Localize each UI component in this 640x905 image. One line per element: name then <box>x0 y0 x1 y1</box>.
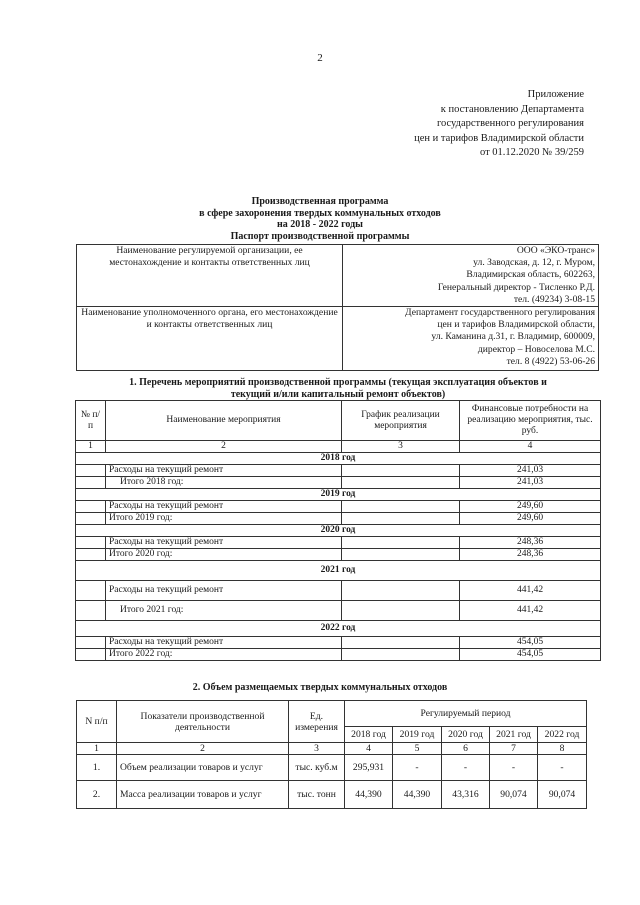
total-row-value: 441,42 <box>460 601 601 621</box>
authority-value-line: тел. 8 (4922) 53-06-26 <box>506 355 595 367</box>
row-value: - <box>490 755 538 781</box>
row-number: 2. <box>77 781 117 809</box>
total-row-label: Итого 2020 год: <box>106 549 342 561</box>
passport-table <box>76 244 599 371</box>
row-value: - <box>393 755 442 781</box>
col-index: 6 <box>442 743 490 755</box>
appendix-line: цен и тарифов Владимирской области <box>414 132 584 144</box>
year-header: 2020 год <box>76 525 601 537</box>
col-header-period: Регулируемый период <box>345 701 587 727</box>
org-value-line: Генеральный директор - Тисленко Р.Д. <box>437 281 595 293</box>
authority-value-line: цен и тарифов Владимирской области, <box>437 319 595 331</box>
title-line: в сфере захоронения твердых коммунальных отходов <box>199 207 441 219</box>
year-header: 2022 год <box>76 621 601 637</box>
section1-heading-line: 1. Перечень мероприятий производственной программы (текущая эксплуатация объектов и <box>129 377 547 388</box>
title-line: Производственная программа <box>251 196 389 207</box>
col-index: 2 <box>117 743 289 755</box>
col-header-year: 2018 год <box>345 727 393 743</box>
year-header: 2019 год <box>76 489 601 501</box>
row-indicator: Объем реализации товаров и услуг <box>117 755 289 781</box>
total-row-value: 248,36 <box>460 549 601 561</box>
year-header: 2021 год <box>76 561 601 581</box>
authority-value-line: ул. Каманина д.31, г. Владимир, 600009, <box>431 331 595 343</box>
col-header-name: Наименование мероприятия <box>106 401 342 441</box>
org-value-line: тел. (49234) 3-08-15 <box>513 293 595 305</box>
col-header-num: № п/п <box>76 401 106 441</box>
authority-value <box>343 307 599 371</box>
org-value-line: Владимирская область, 602263, <box>466 269 595 281</box>
col-header-num: N п/п <box>77 701 117 743</box>
total-row-label: Итого 2019 год: <box>106 513 342 525</box>
col-index: 5 <box>393 743 442 755</box>
col-index: 4 <box>345 743 393 755</box>
table-row-value: 454,05 <box>460 637 601 649</box>
table-row-value: 249,60 <box>460 501 601 513</box>
col-index: 1 <box>76 441 106 453</box>
col-index: 3 <box>342 441 460 453</box>
col-index: 4 <box>460 441 601 453</box>
total-row-label: Итого 2018 год: <box>106 477 342 489</box>
col-index: 3 <box>289 743 345 755</box>
page-number: 2 <box>317 52 323 64</box>
row-value: 90,074 <box>490 781 538 809</box>
row-value: 44,390 <box>345 781 393 809</box>
row-indicator: Масса реализации товаров и услуг <box>117 781 289 809</box>
org-value-line: ООО «ЭКО-транс» <box>516 245 595 256</box>
row-value: 295,931 <box>345 755 393 781</box>
row-value: 90,074 <box>538 781 587 809</box>
authority-value-line: директор – Новоселова М.С. <box>477 343 595 355</box>
total-row-label: Итого 2022 год: <box>106 649 342 661</box>
col-header-year: 2022 год <box>538 727 587 743</box>
table-row-label: Расходы на текущий ремонт <box>106 637 342 649</box>
row-value: - <box>442 755 490 781</box>
row-unit: тыс. куб.м <box>289 755 345 781</box>
col-header-year: 2020 год <box>442 727 490 743</box>
appendix-block <box>414 88 584 161</box>
total-row-value: 454,05 <box>460 649 601 661</box>
row-value: 43,316 <box>442 781 490 809</box>
col-header-indicator: Показатели производственной деятельности <box>117 701 289 743</box>
authority-label: Наименование уполномоченного органа, его местонахождение и контакты ответственных лиц <box>77 307 343 371</box>
section2-heading: 2. Объем размещаемых твердых коммунальных отходов <box>192 682 448 693</box>
row-unit: тыс. тонн <box>289 781 345 809</box>
org-value <box>343 245 599 307</box>
section1-heading <box>76 377 600 401</box>
appendix-line: к постановлению Департамента <box>440 103 584 115</box>
col-index: 1 <box>77 743 117 755</box>
org-value-line: ул. Заводская, д. 12, г. Муром, <box>473 257 595 269</box>
title-line: на 2018 - 2022 годы <box>277 219 363 230</box>
col-header-year: 2021 год <box>490 727 538 743</box>
org-label: Наименование регулируемой организации, ее местонахождение и контакты ответственных лиц <box>77 245 343 307</box>
measures-table <box>75 400 601 661</box>
total-row-label: Итого 2021 год: <box>106 601 342 621</box>
waste-volume-table <box>76 700 587 809</box>
table-row-label: Расходы на текущий ремонт <box>106 537 342 549</box>
col-header-schedule: График реализации мероприятия <box>342 401 460 441</box>
section1-heading-line: текущий и/или капитальный ремонт объектов) <box>230 389 446 400</box>
table-row-value: 241,03 <box>460 465 601 477</box>
col-header-unit: Ед. измерения <box>289 701 345 743</box>
document-title <box>0 196 640 242</box>
table-row-value: 441,42 <box>460 581 601 601</box>
table-row-label: Расходы на текущий ремонт <box>106 465 342 477</box>
col-index: 8 <box>538 743 587 755</box>
col-header-year: 2019 год <box>393 727 442 743</box>
authority-value-line: Департамент государственного регулирования <box>405 307 595 319</box>
total-row-value: 241,03 <box>460 477 601 489</box>
table-row-label: Расходы на текущий ремонт <box>106 581 342 601</box>
table-row-label: Расходы на текущий ремонт <box>106 501 342 513</box>
appendix-line: государственного регулирования <box>436 118 584 129</box>
col-index: 7 <box>490 743 538 755</box>
title-line: Паспорт производственной программы <box>230 230 410 242</box>
col-index: 2 <box>106 441 342 453</box>
row-value: 44,390 <box>393 781 442 809</box>
total-row-value: 249,60 <box>460 513 601 525</box>
col-header-finance: Финансовые потребности на реализацию мероприятия, тыс. руб. <box>460 401 601 441</box>
table-row-value: 248,36 <box>460 537 601 549</box>
appendix-line: Приложение <box>527 89 584 100</box>
row-number: 1. <box>77 755 117 781</box>
row-value: - <box>538 755 587 781</box>
year-header: 2018 год <box>76 453 601 465</box>
appendix-line: от 01.12.2020 № 39/259 <box>479 147 584 158</box>
